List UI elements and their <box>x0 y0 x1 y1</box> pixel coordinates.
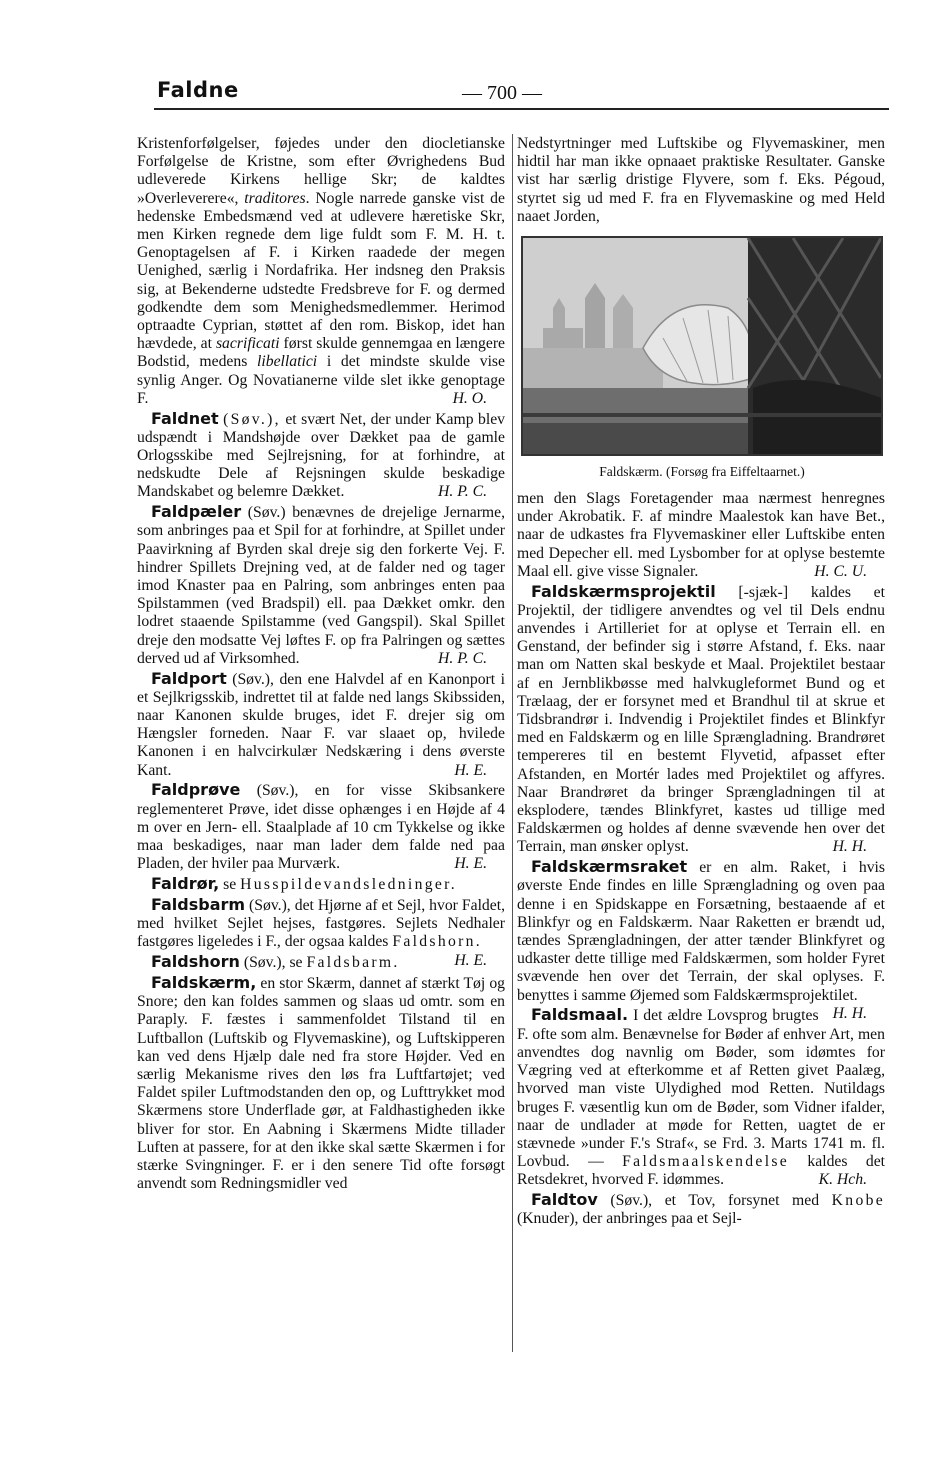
entry-faldpaeler: Faldpæler (Søv.) benævnes de drejelige Jernarme, som anbringes paa et Spil for at forhindre, at Spillet under Paavirkning af Byrden skal dreje sig den forkerte Vej. F. hindrer Spillets Drejning ved, at de falder ned og tager imod Knaster paa en Palring, som anbringes enten paa Spilstammen (ved Bradspil) ell. paa Dækket omkr. den lodret staaende Spilstamme (ved Gangspil). Skal Spillet dreje den modsatte Vej løftes F. op fra Palringen og sættes derved ud af Virksomhed. H. P. C. <box>137 502 506 667</box>
headword: Faldsmaal. <box>531 1005 629 1025</box>
headword: Faldskærm, <box>151 972 257 992</box>
entry-continuation: Kristenforfølgelser, føjedes under den diocletianske Forfølgelse de Kristne, som efter Øvrighedens Bud udleverede Kirkens hellige Skr; de kaldtes »Overleverere«, traditores. Nogle narrede ganske vist de hedenske Embedsmænd ved at udlevere hæretiske Skr, men Kirken regnede dem lige fuldt som F. M. H. t. Genoptagelsen af F. i Kirken raadede der megen Uenighed, særlig i Nordafrika. Her indsneg den Praksis sig, at Bekenderne udstedte Fredsbreve for F. og dermed godkendte dem som Menighedsmedlemmer. Herimod optraadte Cyprian, støttet af den rom. Biskop, idet han hævdede, at sacrificati først skulde gennemgaa en længere Bodstid, medens libellatici i det mindste skulde vise synlig Anger. Og Novatianerne vilde slet ikke genoptage F. H. O. <box>137 135 506 407</box>
entry-faldskaerm: Faldskærm, en stor Skærm, dannet af stærkt Tøj og Snore; den kan foldes sammen og slaas ud omtr. som en Paraply. F. fæstes i sammenfoldet Tilstand til en Luftballon (Luftskib og Flyvemaskine), og Luftskipperen kan ved dens Hjælp dale ned fra store Højder. Ved en særlig Mekanisme rives den løs fra Luftfartøjet; ved Faldet spiler Luftmodstanden den op, og Lufttrykket mod Skærmens store Underflade gør, at Faldhastigheden ikke bliver for stor. En Aabning i Skærmens Midte tillader Luften at passere, for at den ikke skal sætte Skærmen i for stærke Svingninger. F. er i den senere Tid ofte forsøgt anvendt som Redningsmidler ved <box>137 972 506 1193</box>
cross-reference: Faldsbarm. <box>306 954 400 972</box>
entry-faldskaermsprojektil: Faldskærmsprojektil [-sjæk-] kaldes et Projektil, der tidligere anvendtes og vel til Dels endnu anvendes i Artilleriet for at oplyse et Terrain ell. en Genstand, der befinder sig i større Afstand, f. Eks. naar man om Natten skal beskyde et Maal. Projektilet bestaar af en Jernblikbøsse med halvkugleformet Bund og et Trælaag, der er forsynet med et Brandhul til at skrue et Tidsbrandrør i. Indvendig i Projektilet findes et Blinkfyr med en Faldskærm og en lille Sprængladning. Brandrøret tempereres til en bestemt Flyvetid, afpasset efter Afstanden, en Mortér lades med Projektilet og affyres. Naar Brandrøret da bringer Sprængladningen til at eksplodere, tændes Blinkfyret, kastes ud tillige med Faldskærmen og holdes af denne svævende hen over det Terrain, man ønsker oplyst. H. H. <box>517 581 885 856</box>
author-signature: K. Hch. <box>818 1171 867 1189</box>
column-divider <box>512 134 513 1352</box>
entry-faldsmaal: Faldsmaal. I det ældre Lovsprog brugtes F. ofte som alm. Benævnelse for Bøder af enhver Art, men anvendtes dog navnlig om Bøder, som idømtes for Vægring ved at efterkomme et af Retten givet Paalæg, hvorved man viste Ulydighed mod Retten. Nutildags bruges F. væsentlig kun om de Bøder, som Vidner ifalder, naar de undlader at møde for Retten, uagtet de er stævnede »under F.'s Straf«, se Frd. 3. Marts 1741 m. fl. Lovbud. — Faldsmaalskendelse kaldes det Retsdekret, hvorved F. idømmes. K. Hch. <box>517 1005 886 1189</box>
headword: Faldnet <box>151 408 219 428</box>
entry-faldproeve: Faldprøve (Søv.), en for visse Skibsankere reglementeret Prøve, idet disse ophænges i en Højde af 4 m over en Jern- ell. Staalplade af 10 cm Tykkelse og ikke maa beskadiges, naar man lader dem falde ned paa Pladen, der hviler paa Murværk. H. E. <box>137 780 506 873</box>
cross-reference: Faldshorn. <box>392 933 483 951</box>
headword: Faldpæler <box>151 502 242 522</box>
entry-continuation: men den Slags Foretagender maa nærmest henregnes under Akrobatik. F. af mindre Maalestok kan have Bet., naar de udkastes fra Flyvemaskiner eller Luftskibe enten med Depecher ell. med Lysbomber for at oplyse bestemte Maal ell. give visse Signaler. H. C. U. <box>517 490 885 580</box>
running-head-word: Faldne <box>157 78 239 102</box>
parachute-photo-icon <box>521 236 883 456</box>
author-signature: H. P. C. <box>438 649 487 667</box>
entry-faldshorn: Faldshorn (Søv.), se Faldsbarm. <box>151 952 400 972</box>
entry-faldskaermsraket: Faldskærmsraket er en alm. Raket, i hvis øverste Ende findes en lille Sprængladning og oven paa denne i en Spidskappe en Forsætning, bestaaende af et Blinkfyr og en Faldskærm. Naar Raketten er brændt ud, tændes Sprængladningen, der atter tænder Blinkfyret og udkaster dette tillige med Faldskærmen, som holder Fyret svævende hen over det Terrain, der skal oplyses. F. benyttes i samme Øjemed som Faldskærmsprojektilet. H. H. <box>517 857 886 1022</box>
entry-faldsbarm: Faldsbarm (Søv.), det Hjørne af et Sejl, hvor Faldet, med hvilket Sejlet hejses, fastgøres. Sejlets Nedhaler fastgøres ligeledes i F., der ogsaa kaldes Faldshorn. H. E. <box>137 894 506 969</box>
photo-drawing <box>523 238 881 454</box>
author-signature: H. E. <box>454 951 487 969</box>
author-signature: H. H. <box>832 838 867 856</box>
figure-caption: Faldskærm. (Forsøg fra Eiffeltaarnet.) <box>599 464 805 480</box>
author-signature: H. P. C. <box>438 483 487 501</box>
author-signature: H. E. <box>454 855 487 873</box>
entry-faldnet: Faldnet (Søv.), et svært Net, der under Kamp blev udspændt i Mandshøjde over Dækket paa de gamle Orlogsskibe med Sejlrejsning, for at forhindre, at nedskudte Dele af Rejsningen skulde beskadige Mandskabet og belemre Dækket. H. P. C. <box>137 408 506 501</box>
headword: Faldrør, <box>151 874 220 894</box>
headword: Faldport <box>151 668 227 688</box>
headword: Faldsbarm <box>151 894 246 914</box>
figure <box>521 236 883 480</box>
header-rule <box>154 108 889 110</box>
headword: Faldskærmsraket <box>531 857 688 877</box>
cross-reference: Faldsmaalskendelse <box>622 1153 790 1171</box>
headword: Faldprøve <box>151 780 241 800</box>
author-signature: H. O. <box>452 389 487 407</box>
headword: Faldtov <box>531 1190 598 1210</box>
headword: Faldskærmsprojektil <box>531 581 716 601</box>
entry-continuation: Nedstyrtninger med Luftskibe og Flyvemaskiner, men hidtil har man ikke opnaaet praktiske Resultater. Ganske vist har særlig dristige Flyvere, som f. Eks. Pégoud, styrtet sig ud med F. fra en Flyvemaskine og med Held naaet Jorden, <box>517 135 885 225</box>
cross-reference: Husspildevandsledninger. <box>240 876 458 894</box>
author-signature: H. E. <box>454 761 487 779</box>
headword: Faldshorn <box>151 952 240 972</box>
entry-faldport: Faldport (Søv.), den ene Halvdel af en Kanonport i et Sejlkrigsskib, indrettet til at falde ned langs Skibssiden, naar Kanonen skulde bruges, idet F. drejer sig om Hængsler forneden. Naar F. var slaaet op, hvilede Kanonen i en halvcirkulær Nedskæring i dens øverste Kant. H. E. <box>137 668 506 779</box>
cross-reference: Knobe <box>831 1192 885 1210</box>
author-signature: H. C. U. <box>814 562 867 580</box>
entry-faldtov: Faldtov (Søv.), et Tov, forsynet med Knobe (Knuder), der anbringes paa et Sejl- <box>517 1190 885 1228</box>
page-number: — 700 — <box>462 82 542 104</box>
author-signature: H. H. <box>832 1004 867 1022</box>
entry-faldroer: Faldrør, se Husspildevandsledninger. <box>151 874 458 894</box>
right-column <box>517 135 885 1230</box>
left-column <box>137 135 505 1195</box>
